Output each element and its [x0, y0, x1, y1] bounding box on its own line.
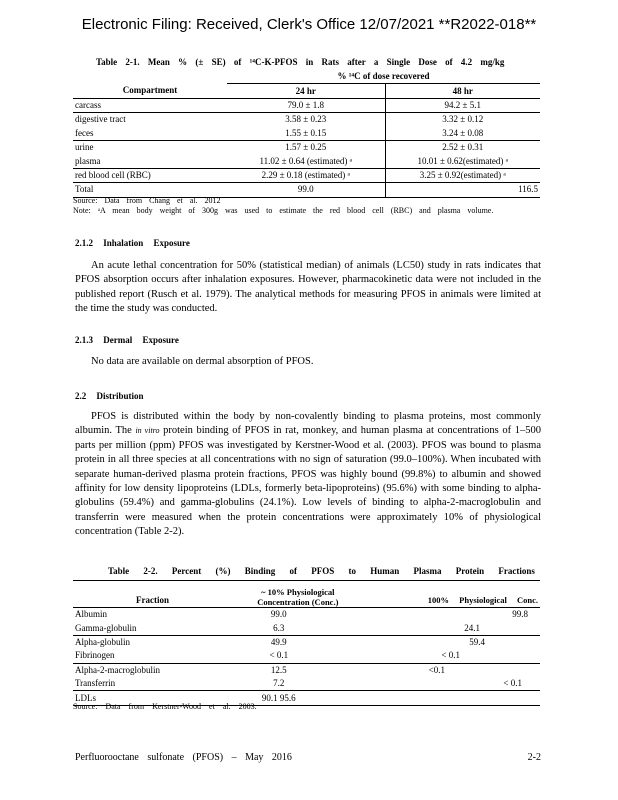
cell-value: < 0.1	[441, 650, 460, 661]
cell-value: 49.9	[270, 636, 287, 647]
cell-value: 12.5	[270, 664, 287, 675]
section-2-1-3-text: No data are available on dermal absorption of PFOS.	[91, 356, 314, 367]
cell-value: 79.0 ± 1.8	[227, 98, 385, 112]
table-2-2	[73, 580, 540, 706]
footer-title: Perfluorooctane sulfonate (PFOS) – May 2016	[75, 752, 292, 763]
cell-value: < 0.1	[269, 650, 289, 661]
row-label: feces	[75, 127, 94, 138]
cell-value: <0.1	[428, 664, 445, 675]
row-label: red blood cell (RBC)	[75, 169, 151, 180]
table-row	[73, 183, 540, 197]
table-2-1-note: Note: ᵃA mean body weight of 300g was used to estimate the red blood cell (RBC) and plasma volume.	[73, 206, 494, 215]
cell-value: < 0.1	[503, 678, 522, 689]
cell-value: 3.32 ± 0.12	[442, 114, 484, 125]
cell-value: 10.01 ± 0.62(estimated) ᵃ	[417, 155, 509, 166]
table-2-2-source: Source: Data from Kerstner-Wood et al. 2003.	[73, 702, 257, 711]
table-2-2-title: Table 2-2. Percent (%) Binding of PFOS to Human Plasma Protein Fractions	[108, 566, 535, 576]
cell-value: 94.2 ± 5.1	[444, 99, 481, 110]
section-2-1-2-heading: 2.1.2 Inhalation Exposure	[75, 238, 190, 248]
row-label: Albumin	[75, 609, 108, 620]
row-label: Alpha-2-macroglobulin	[75, 664, 160, 675]
row-label: urine	[75, 142, 94, 153]
table-row	[73, 154, 540, 168]
section-2-1-2-text: An acute lethal concentration for 50% (statistical median) of animals (LC50) study in rats indicates that PFOS absorption occurs after inhalation exposures. However, pharmacokinetic data were not included in the published report (Rusch et al. 1979). The analytical methods for measuring PFOS in animals were limited at the time the study was conducted.	[75, 260, 541, 315]
page-footer	[75, 752, 541, 763]
section-2-2-heading: 2.2 Distribution	[75, 391, 144, 401]
table-row	[73, 127, 540, 141]
col-header: Compartment	[122, 85, 178, 96]
col-header: 100% Physiological Conc.	[427, 595, 538, 605]
table-row	[73, 98, 540, 112]
col-header: 24 hr	[227, 84, 385, 98]
cell-value: 99.0	[270, 609, 287, 620]
col-header: ~ 10% Physiological Concentration (Conc.)	[257, 587, 339, 607]
cell-value: 3.24 ± 0.08	[442, 127, 484, 138]
row-label: Transferrin	[75, 678, 116, 689]
cell-value: 2.52 ± 0.31	[442, 142, 484, 153]
table-2-1-source: Source: Data from Chang et al. 2012	[73, 196, 221, 205]
cell-value: 99.0	[227, 183, 385, 197]
section-2-2-text: PFOS is distributed within the body by non-covalently binding to plasma proteins, most commonly albumin. The in vitro protein binding of PFOS in rat, monkey, and human plasma at concentrations of 1–500 parts per million (ppm) PFOS was investigated by Kerstner-Wood et al. (2003). PFOS was bound to plasma protein in all three species at all concentrations with no sign of saturation (99.0–100%). When incubated with separate human-derived plasma protein fractions, PFOS was highly bound (99.8%) to albumin and showed affinity for low density lipoproteins (LDLs, formerly beta-lipoproteins) (95.6%) with some binding to alpha-globulins (59.4%) and gamma-globulins (24.1%). Low levels of binding to alpha-2-macroglobulin and transferrin were measured when the protein concentrations were approximately 10% of physiological concentration (Table 2-2).	[75, 411, 541, 538]
filing-header: Electronic Filing: Received, Clerk's Office 12/07/2021 **R2022-018**	[81, 16, 537, 33]
row-label: digestive tract	[75, 114, 126, 125]
row-label: plasma	[75, 155, 101, 166]
table-2-1	[73, 70, 540, 198]
col-header: Fraction	[136, 595, 169, 605]
cell-value: 24.1	[464, 622, 480, 633]
cell-value: 7.2	[273, 678, 285, 689]
table-row	[73, 168, 540, 182]
row-label: Gamma-globulin	[75, 622, 137, 633]
table-row	[73, 608, 540, 622]
table-row	[73, 113, 540, 127]
cell-value: 116.5	[518, 184, 538, 195]
cell-value: 2.29 ± 0.18 (estimated) ᵃ	[227, 168, 385, 182]
row-label: carcass	[75, 99, 101, 110]
table-row	[73, 677, 540, 691]
table-row	[73, 649, 540, 663]
group-header: % ¹⁴C of dose recovered	[227, 70, 540, 84]
row-label: Alpha-globulin	[75, 636, 130, 647]
table-row	[73, 140, 540, 154]
page-number: 2-2	[527, 752, 541, 763]
cell-value: 1.55 ± 0.15	[227, 127, 385, 141]
cell-value: 11.02 ± 0.64 (estimated) ᵃ	[227, 154, 385, 168]
cell-value: 90.1 95.6	[261, 692, 296, 703]
row-label: Fibrinogen	[75, 650, 115, 661]
cell-value: 3.25 ± 0.92(estimated) ᵃ	[419, 169, 506, 180]
table-row	[73, 635, 540, 649]
table-row	[73, 663, 540, 677]
section-2-1-3-heading: 2.1.3 Dermal Exposure	[75, 335, 179, 345]
row-label: Total	[75, 184, 94, 195]
cell-value: 3.58 ± 0.23	[227, 113, 385, 127]
col-header: 48 hr	[452, 85, 473, 96]
cell-value: 1.57 ± 0.25	[227, 140, 385, 154]
cell-value: 6.3	[273, 622, 285, 633]
cell-value: 99.8	[512, 609, 528, 620]
table-row	[73, 621, 540, 635]
cell-value: 59.4	[469, 636, 485, 647]
cell-value	[364, 691, 540, 705]
table-2-1-title: Table 2-1. Mean % (± SE) of ¹⁴C-K-PFOS in Rats after a Single Dose of 4.2 mg/kg	[96, 57, 505, 67]
row-label: LDLs	[75, 692, 96, 703]
